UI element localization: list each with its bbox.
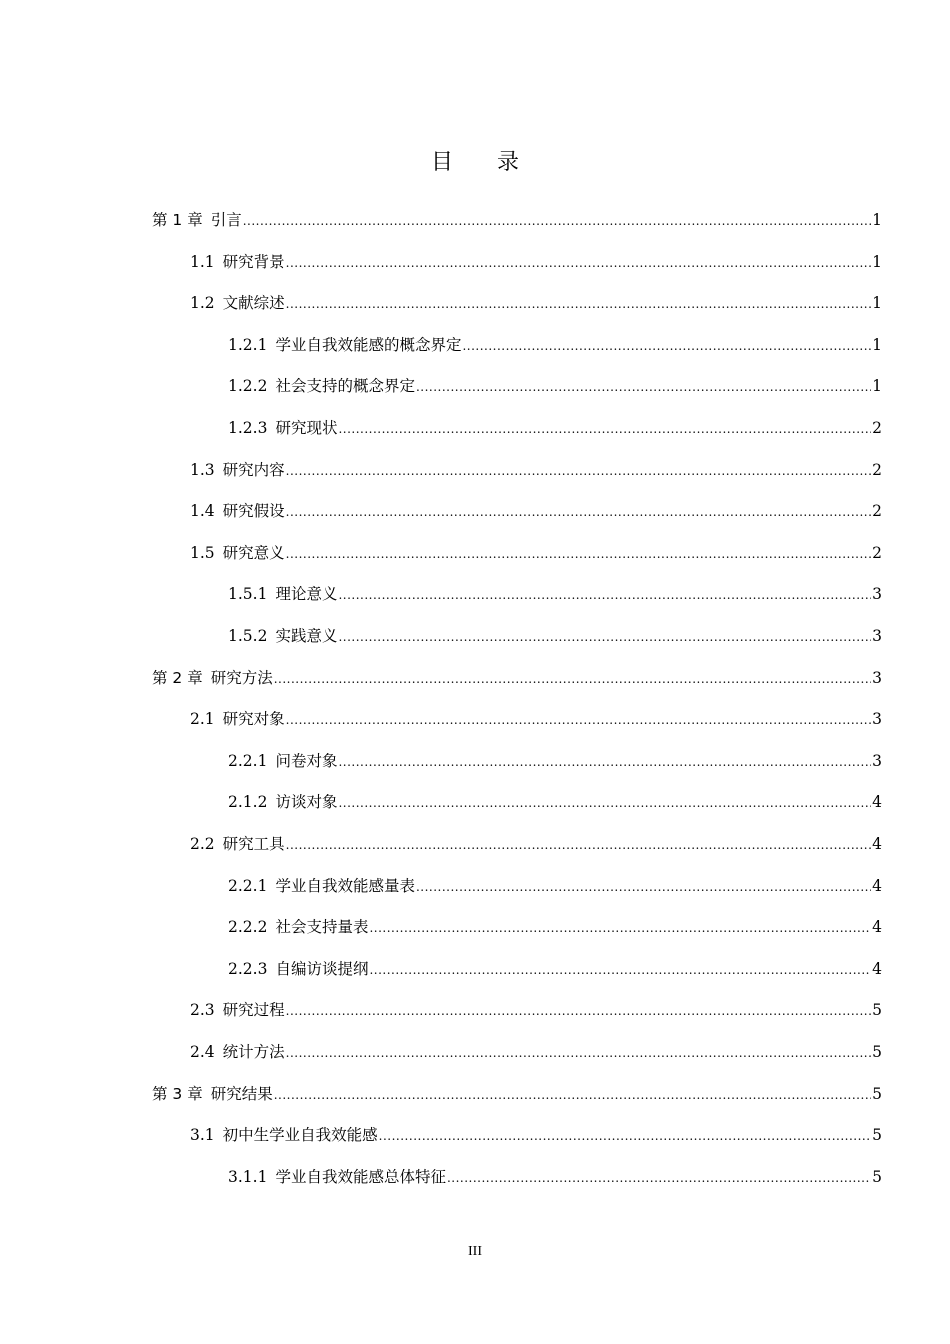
toc-entry[interactable] xyxy=(190,994,882,1020)
toc-entry-page: 2 xyxy=(872,543,882,562)
toc-entry-number: 2.2 xyxy=(190,835,215,853)
toc-entry[interactable] xyxy=(228,370,882,396)
toc-entry-title: 初中生学业自我效能感 xyxy=(222,1126,378,1145)
toc-entry-page: 2 xyxy=(872,419,882,437)
page-number: III xyxy=(468,1244,482,1259)
toc-entry-title: 问卷对象 xyxy=(275,751,338,770)
toc-entry-label xyxy=(190,293,285,313)
toc-entry-page: 4 xyxy=(872,793,882,812)
toc-entry[interactable] xyxy=(190,454,882,480)
toc-entry-page: 1 xyxy=(872,294,882,313)
toc-entry-number: 2.2.3 xyxy=(228,959,268,978)
toc-dot-leader xyxy=(338,586,871,604)
toc-entry-number: 2.2.2 xyxy=(228,918,268,937)
toc-entry-label xyxy=(228,418,337,438)
toc-entry-number: 1.2.1 xyxy=(228,335,268,354)
toc-entry-page: 1 xyxy=(872,377,882,396)
toc-entry-title: 研究背景 xyxy=(222,252,285,271)
toc-dot-leader xyxy=(286,545,871,563)
toc-entry-title: 研究现状 xyxy=(275,419,338,437)
toc-entry-label xyxy=(228,792,337,812)
toc-entry-label xyxy=(228,876,415,896)
toc-entry[interactable] xyxy=(190,246,882,272)
toc-entry-title: 访谈对象 xyxy=(275,793,338,812)
toc-entry-label xyxy=(190,501,285,521)
toc-dot-leader xyxy=(274,1086,871,1104)
toc-dot-leader xyxy=(286,503,871,521)
toc-entry-number: 第 2 章 xyxy=(152,668,203,687)
toc-entry-label xyxy=(228,959,368,979)
toc-entry-label xyxy=(228,335,461,355)
toc-entry[interactable] xyxy=(228,786,882,812)
toc-entry-label xyxy=(152,210,242,230)
toc-entry-number: 2.2.1 xyxy=(228,876,268,895)
toc-entry-label xyxy=(228,626,337,646)
toc-entry-page: 4 xyxy=(872,918,882,937)
toc-entry-number: 1.5 xyxy=(190,543,215,562)
toc-entry-number: 1.3 xyxy=(190,460,215,479)
toc-entry-title: 研究工具 xyxy=(222,835,285,853)
toc-dot-leader xyxy=(369,961,871,979)
toc-entry-title: 文献综述 xyxy=(222,294,285,313)
toc-entry-page: 3 xyxy=(872,668,882,687)
toc-entry-title: 研究意义 xyxy=(222,543,285,562)
toc-dot-leader xyxy=(286,462,871,480)
toc-entry[interactable] xyxy=(190,537,882,563)
toc-entry-page: 5 xyxy=(872,1084,882,1103)
toc-entry-page: 4 xyxy=(872,959,882,978)
toc-entry-title: 研究过程 xyxy=(222,1001,285,1020)
toc-entry[interactable] xyxy=(228,870,882,896)
toc-dot-leader xyxy=(286,254,871,272)
toc-entry-page: 1 xyxy=(872,335,882,354)
toc-entry-number: 3.1.1 xyxy=(228,1167,268,1186)
toc-entry-number: 2.1 xyxy=(190,710,215,729)
toc-entry-page: 4 xyxy=(872,876,882,895)
toc-entry-number: 1.2.2 xyxy=(228,377,268,396)
toc-entry[interactable] xyxy=(228,620,882,646)
toc-entry-label xyxy=(152,668,273,688)
toc-entry-page: 3 xyxy=(872,585,882,604)
toc-entry-title: 学业自我效能感总体特征 xyxy=(275,1167,446,1186)
toc-entry-number: 1.5.2 xyxy=(228,627,268,645)
toc-entry-label xyxy=(228,376,415,396)
toc-entry[interactable] xyxy=(190,1119,882,1145)
toc-entry-label xyxy=(190,1042,285,1062)
toc-entry-title: 社会支持量表 xyxy=(275,918,369,937)
toc-dot-leader xyxy=(462,337,871,355)
toc-entry-title: 理论意义 xyxy=(275,585,338,604)
toc-entry-page: 4 xyxy=(872,835,882,853)
toc-entry-title: 社会支持的概念界定 xyxy=(275,377,415,396)
toc-dot-leader xyxy=(286,295,871,313)
toc-entry-page: 5 xyxy=(872,1126,882,1145)
toc-entry-number: 1.2 xyxy=(190,294,215,313)
toc-entry-page: 5 xyxy=(872,1167,882,1186)
toc-entry[interactable] xyxy=(190,287,882,313)
toc-entry-page: 5 xyxy=(872,1001,882,1020)
toc-entry-label xyxy=(228,917,368,937)
toc-entry-number: 第 3 章 xyxy=(152,1084,203,1103)
toc-dot-leader xyxy=(338,420,871,438)
toc-entry-number: 1.1 xyxy=(190,252,215,271)
toc-entry-page: 5 xyxy=(872,1043,882,1061)
toc-entry-title: 研究内容 xyxy=(222,460,285,479)
toc-entry-label xyxy=(190,1000,285,1020)
toc-entry-number: 2.3 xyxy=(190,1001,215,1020)
toc-entry-label xyxy=(228,751,337,771)
toc-dot-leader xyxy=(379,1127,871,1145)
toc-entry[interactable] xyxy=(228,1161,882,1187)
toc-dot-leader xyxy=(338,628,871,646)
toc-entry-label xyxy=(228,584,337,604)
toc-dot-leader xyxy=(274,670,871,688)
page-title: 目 录 xyxy=(430,150,519,175)
toc-entry-title: 研究结果 xyxy=(210,1084,273,1103)
toc-dot-leader xyxy=(243,212,871,230)
toc-entry-label xyxy=(228,1167,446,1187)
toc-dot-leader xyxy=(286,1002,871,1020)
toc-entry[interactable] xyxy=(152,1078,882,1104)
toc-entry-title: 学业自我效能感的概念界定 xyxy=(275,335,462,354)
toc-entry-number: 1.5.1 xyxy=(228,585,268,604)
toc-entry-number: 1.2.3 xyxy=(228,419,268,437)
toc-entry-number: 第 1 章 xyxy=(152,211,203,229)
toc-entry-label xyxy=(190,543,285,563)
toc-dot-leader xyxy=(338,753,871,771)
toc-entry-label xyxy=(152,1084,273,1104)
toc-dot-leader xyxy=(338,794,871,812)
toc-dot-leader xyxy=(286,711,871,729)
toc-entry-label xyxy=(190,460,285,480)
toc-entry-page: 1 xyxy=(872,211,882,229)
toc-dot-leader xyxy=(416,878,871,896)
toc-entry-title: 学业自我效能感量表 xyxy=(275,876,415,895)
toc-entry[interactable] xyxy=(190,703,882,729)
toc-entry-title: 研究对象 xyxy=(222,710,285,729)
toc-entry-label xyxy=(190,834,285,854)
toc-entry[interactable] xyxy=(190,828,882,854)
toc-entry-label xyxy=(190,1125,378,1145)
toc-entry-page: 3 xyxy=(872,751,882,770)
toc-entry-label xyxy=(190,252,285,272)
toc-entry[interactable] xyxy=(228,578,882,604)
toc-entry[interactable] xyxy=(228,412,882,438)
toc-entry-number: 2.2.1 xyxy=(228,751,268,770)
toc-entry-title: 统计方法 xyxy=(222,1043,285,1061)
toc-entry[interactable] xyxy=(190,495,882,521)
toc-entry-page: 2 xyxy=(872,502,882,521)
toc-dot-leader xyxy=(286,1044,871,1062)
toc-entry-title: 研究方法 xyxy=(210,668,273,687)
toc-entry-number: 1.4 xyxy=(190,502,215,521)
toc-dot-leader xyxy=(447,1169,871,1187)
toc-entry[interactable] xyxy=(228,329,882,355)
toc-entry-number: 2.4 xyxy=(190,1043,215,1061)
toc-entry[interactable] xyxy=(228,911,882,937)
toc-entry[interactable] xyxy=(228,745,882,771)
toc-dot-leader xyxy=(286,836,871,854)
toc-entry-title: 引言 xyxy=(210,211,242,229)
toc-entry-title: 研究假设 xyxy=(222,502,285,521)
toc-entry-number: 3.1 xyxy=(190,1126,215,1145)
toc-entry-number: 2.1.2 xyxy=(228,793,268,812)
toc-entry[interactable] xyxy=(152,204,882,230)
toc-entry[interactable] xyxy=(152,662,882,688)
toc-entry-page: 2 xyxy=(872,460,882,479)
toc-entry-page: 1 xyxy=(872,252,882,271)
toc-entry[interactable] xyxy=(190,1036,882,1062)
toc-entry-page: 3 xyxy=(872,710,882,729)
toc-dot-leader xyxy=(416,378,871,396)
toc-dot-leader xyxy=(369,919,871,937)
toc-entry-label xyxy=(190,709,285,729)
toc-entry-page: 3 xyxy=(872,627,882,645)
toc-entry-title: 实践意义 xyxy=(275,627,338,645)
toc-entry[interactable] xyxy=(228,953,882,979)
toc-entry-title: 自编访谈提纲 xyxy=(275,959,369,978)
